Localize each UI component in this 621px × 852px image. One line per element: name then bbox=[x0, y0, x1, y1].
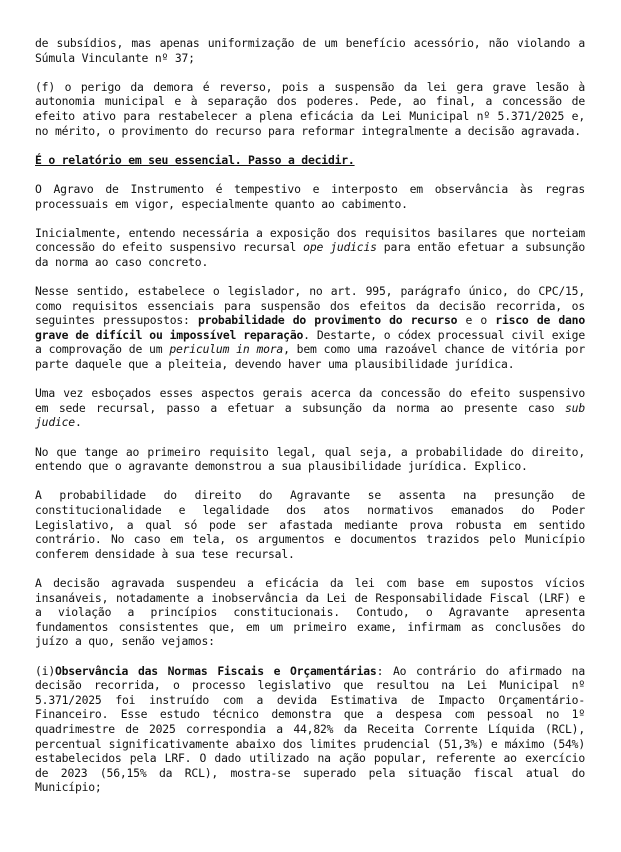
paragraph bbox=[35, 664, 585, 795]
bold-text-run: risco de dano grave de difícil ou impossível reparação bbox=[35, 313, 586, 342]
paragraph bbox=[35, 488, 585, 561]
paragraph bbox=[35, 445, 585, 474]
text-run: No que tange ao primeiro requisito legal, qual seja, a probabilidade do direito, entendo que o agravante demonstrou a sua plausibilidade jurídica. Explico. bbox=[35, 444, 585, 474]
text-run: para então efetuar a subsunção da norma ao caso concreto. bbox=[35, 240, 585, 269]
text-run: e o bbox=[457, 313, 496, 328]
text-run: , bem como uma razoável chance de vitória por parte daquele que a pleiteia, devendo haver uma plausibilidade jurídica. bbox=[35, 342, 585, 372]
paragraph bbox=[35, 226, 585, 270]
bold-text-run: É o relatório em seu essencial. Passo a decidir. bbox=[35, 152, 355, 167]
text-run: Uma vez esboçados esses aspectos gerais acerca da concessão do efeito suspensivo em sede recursal, passo a efetuar a subsunção da norma ao presente caso bbox=[35, 386, 585, 415]
text-run: Inicialmente, entendo necessária a exposição dos requisitos basilares que norteiam concessão do efeito suspensivo recursal bbox=[35, 225, 585, 255]
paragraph bbox=[35, 284, 585, 372]
text-run: A probabilidade do direito do Agravante se assenta na presunção de constitucionalidade e legalidade dos atos normativos emanados do Poder Legislativo, a qual só pode ser afastada mediante prova robusta em sentido contrário. No caso em tela, os argumentos e documentos trazidos pelo Município conferem densidade à sua tese recursal. bbox=[35, 488, 585, 561]
text-run: . Destarte, o códex processual civil exige a comprovação de um bbox=[35, 327, 585, 357]
text-run: (i) bbox=[35, 663, 55, 678]
paragraph bbox=[35, 386, 585, 430]
text-run: O Agravo de Instrumento é tempestivo e interposto em observância às regras processuais em vigor, especialmente quanto ao cabimento. bbox=[35, 181, 585, 211]
text-run: : Ao contrário do afirmado na decisão recorrida, o processo legislativo que resultou na Lei Municipal nº 5.371/2025 foi instruído com a devida Estimativa de Impacto Orçamentário-Financeiro. Esse estudo técnico demonstra que a despesa com pessoal no 1º quadrimestre de 2025 correspondia a 44,82% da Receita Corrente Líquida (RCL), percentual significativamente abaixo dos limites prudencial (51,3%) e máximo (54%) estabelecidos pela LRF. O dado utilizado na ação popular, referente ao exercício de 2023 (56,15% da RCL), mostra-se superado pela situação fiscal atual do Município; bbox=[35, 663, 585, 795]
italic-text-run: periculum in mora bbox=[169, 342, 284, 357]
bold-text-run: Observância das Normas Fiscais e Orçamentárias bbox=[54, 663, 377, 678]
italic-text-run: sub judice bbox=[35, 400, 585, 430]
paragraph bbox=[35, 182, 585, 211]
bold-text-run: probabilidade do provimento do recurso bbox=[197, 313, 458, 328]
paragraph bbox=[35, 153, 585, 168]
paragraph bbox=[35, 80, 585, 138]
paragraph bbox=[35, 576, 585, 649]
text-run: Nesse sentido, estabelece o legislador, no art. 995, parágrafo único, do CPC/15, como requisitos essenciais para suspensão dos efeitos da decisão recorrida, os seguintes pressupostos: bbox=[35, 284, 585, 328]
text-run: . bbox=[74, 415, 82, 430]
text-run: de subsídios, mas apenas uniformização de um benefício acessório, não violando a Súmula Vinculante nº 37; bbox=[35, 36, 585, 65]
italic-text-run: ope judicis bbox=[303, 240, 377, 255]
text-run: A decisão agravada suspendeu a eficácia da lei com base em supostos vícios insanáveis, notadamente a inobservância da Lei de Responsabilidade Fiscal (LRF) e a violação a princípios constitucionais. Contudo, o Agravante apresenta fundamentos consistentes que, em um primeiro exame, infirmam as conclusões do juízo a quo, senão vejamos: bbox=[35, 575, 585, 649]
paragraph bbox=[35, 36, 585, 65]
text-run: (f) o perigo da demora é reverso, pois a suspensão da lei gera grave lesão à autonomia municipal e à separação dos poderes. Pede, ao final, a concessão de efeito ativo para restabelecer a plena eficácia da Lei Municipal nº 5.371/2025 e, no mérito, o provimento do recurso para reformar integralmente a decisão agravada. bbox=[35, 79, 585, 138]
